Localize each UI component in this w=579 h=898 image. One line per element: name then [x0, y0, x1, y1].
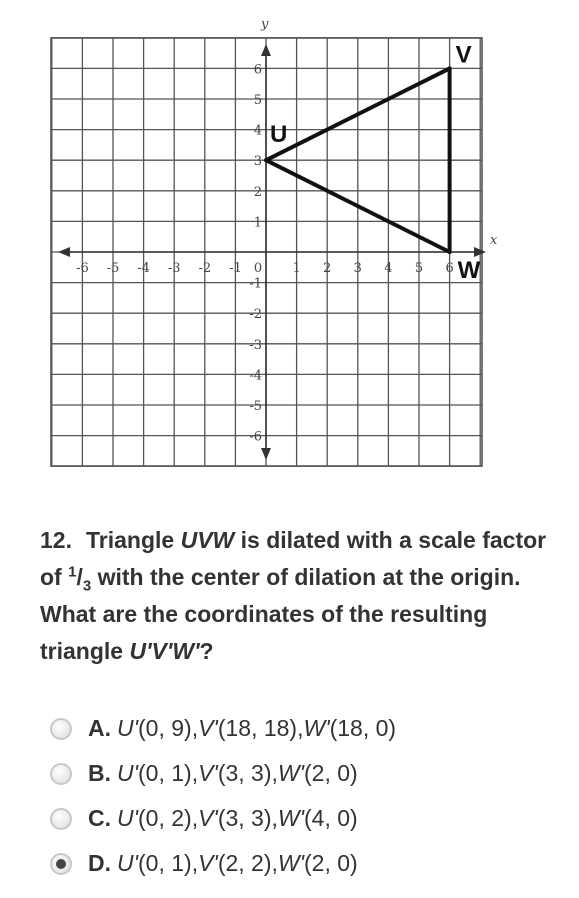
- fraction-numerator: 1: [68, 563, 77, 581]
- x-tick-label: 4: [384, 261, 393, 276]
- x-tick-label: -2: [198, 261, 212, 276]
- fraction-denominator: 3: [82, 577, 92, 595]
- graph-tick-labels: [76, 62, 454, 444]
- vertex-label-w: W: [457, 257, 481, 284]
- graph-axes: [58, 17, 498, 460]
- x-tick-label: -1: [229, 261, 242, 276]
- radio-button-selected[interactable]: [50, 853, 72, 875]
- x-axis-left-arrow: [58, 247, 70, 257]
- x-tick-label: -6: [76, 261, 89, 276]
- choice-a[interactable]: A. U' (0, 9), V' (18, 18), W' (18, 0): [50, 706, 396, 751]
- answer-choices: [50, 706, 396, 886]
- y-tick-label: 2: [253, 184, 262, 200]
- y-tick-label: -2: [249, 307, 262, 323]
- y-tick-label: -6: [249, 429, 262, 445]
- choice-d[interactable]: D. U' (0, 1), V' (2, 2), W' (2, 0): [50, 841, 396, 886]
- x-tick-label: 6: [445, 261, 454, 276]
- x-tick-label: 1: [292, 261, 301, 276]
- choice-letter: B.: [88, 760, 111, 786]
- y-tick-label: -4: [249, 368, 262, 384]
- choice-c[interactable]: C. U' (0, 2), V' (3, 3), W' (4, 0): [50, 796, 396, 841]
- x-tick-label: 0: [253, 261, 263, 276]
- question-number: 12.: [40, 527, 72, 553]
- image-triangle-name: U'V'W': [129, 638, 200, 664]
- x-tick-label: -4: [137, 261, 150, 276]
- x-tick-label: 2: [323, 261, 332, 276]
- y-tick-label: 6: [253, 62, 262, 78]
- vertex-label-u: U: [270, 121, 288, 149]
- triangle-uvw: [266, 41, 481, 284]
- choice-letter: C.: [88, 805, 111, 831]
- radio-button[interactable]: [50, 763, 72, 785]
- y-tick-label: -1: [249, 276, 262, 292]
- radio-button[interactable]: [50, 718, 72, 740]
- x-axis-name: x: [490, 233, 498, 248]
- y-tick-label: 5: [253, 93, 262, 108]
- y-tick-label: 4: [253, 123, 262, 139]
- y-axis-down-arrow: [261, 448, 271, 460]
- choice-letter: D.: [88, 850, 111, 876]
- x-tick-label: 5: [414, 261, 424, 276]
- y-tick-label: -3: [249, 337, 262, 353]
- y-tick-label: -5: [249, 399, 262, 414]
- radio-button[interactable]: [50, 808, 72, 830]
- x-tick-label: -3: [167, 261, 181, 276]
- choice-b[interactable]: B. U' (0, 1), V' (3, 3), W' (2, 0): [50, 751, 396, 796]
- y-axis-up-arrow: [261, 44, 271, 56]
- fraction-slash: /: [76, 564, 83, 590]
- question-text: 12. Triangle UVW is dilated with a scale factor of $^1/_3$ with the center of dilation at the origin. What are the coordinates of the resulting triangle U'V'W'?: [40, 527, 547, 664]
- triangle-name: UVW: [180, 527, 235, 553]
- y-tick-label: 1: [253, 215, 262, 231]
- y-axis-name: y: [261, 17, 269, 32]
- vertex-label-v: V: [455, 41, 472, 69]
- y-tick-label: 3: [253, 154, 262, 170]
- x-tick-label: 3: [353, 261, 362, 276]
- x-tick-label: -5: [106, 261, 120, 276]
- choice-letter: A.: [88, 715, 111, 741]
